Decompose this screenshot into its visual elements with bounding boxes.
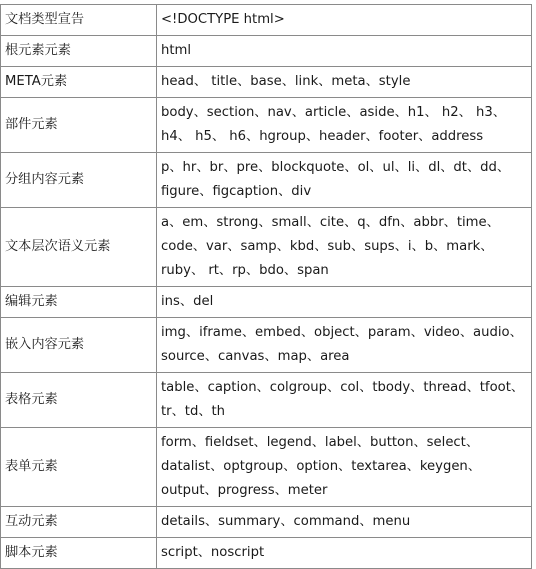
elements-cell: form、fieldset、legend、label、button、select、 datalist、optgroup、option、textarea、keygen、 output、progress、meter bbox=[157, 428, 532, 507]
table-row-scripting bbox=[1, 538, 532, 569]
elements-cell: html bbox=[157, 36, 532, 67]
category-cell: 根元素元素 bbox=[1, 36, 157, 67]
table-row-tabular bbox=[1, 373, 532, 428]
elements-cell: img、iframe、embed、object、param、video、audio、 source、canvas、map、area bbox=[157, 318, 532, 373]
category-cell: 脚本元素 bbox=[1, 538, 157, 569]
table-row-interactive bbox=[1, 507, 532, 538]
table-row-doctype bbox=[1, 5, 532, 36]
category-cell: 部件元素 bbox=[1, 98, 157, 153]
table-row-edits bbox=[1, 287, 532, 318]
table-row-meta bbox=[1, 67, 532, 98]
elements-cell: a、em、strong、small、cite、q、dfn、abbr、time、 code、var、samp、kbd、sub、sups、i、b、mark、ruby、 rt、rp、bdo、span bbox=[157, 208, 532, 287]
elements-cell: details、summary、command、menu bbox=[157, 507, 532, 538]
html5-elements-table bbox=[0, 4, 532, 569]
table-row-forms bbox=[1, 428, 532, 507]
elements-cell: table、caption、colgroup、col、tbody、thread、tfoot、 tr、td、th bbox=[157, 373, 532, 428]
elements-cell: <!DOCTYPE html> bbox=[157, 5, 532, 36]
elements-cell: head、 title、base、link、meta、style bbox=[157, 67, 532, 98]
elements-cell: script、noscript bbox=[157, 538, 532, 569]
category-cell: 表单元素 bbox=[1, 428, 157, 507]
table-row-embedded bbox=[1, 318, 532, 373]
category-cell: 嵌入内容元素 bbox=[1, 318, 157, 373]
category-cell: 编辑元素 bbox=[1, 287, 157, 318]
category-cell: META元素 bbox=[1, 67, 157, 98]
elements-cell: p、hr、br、pre、blockquote、ol、ul、li、dl、dt、dd、 figure、figcaption、div bbox=[157, 153, 532, 208]
category-cell: 文本层次语义元素 bbox=[1, 208, 157, 287]
table-row-root bbox=[1, 36, 532, 67]
category-cell: 分组内容元素 bbox=[1, 153, 157, 208]
elements-cell: body、section、nav、article、aside、h1、 h2、 h3、 h4、 h5、 h6、hgroup、header、footer、address bbox=[157, 98, 532, 153]
table-row-grouping bbox=[1, 153, 532, 208]
category-cell: 表格元素 bbox=[1, 373, 157, 428]
category-cell: 互动元素 bbox=[1, 507, 157, 538]
category-cell: 文档类型宣告 bbox=[1, 5, 157, 36]
table-row-text-semantics bbox=[1, 208, 532, 287]
table-row-sections bbox=[1, 98, 532, 153]
elements-cell: ins、del bbox=[157, 287, 532, 318]
